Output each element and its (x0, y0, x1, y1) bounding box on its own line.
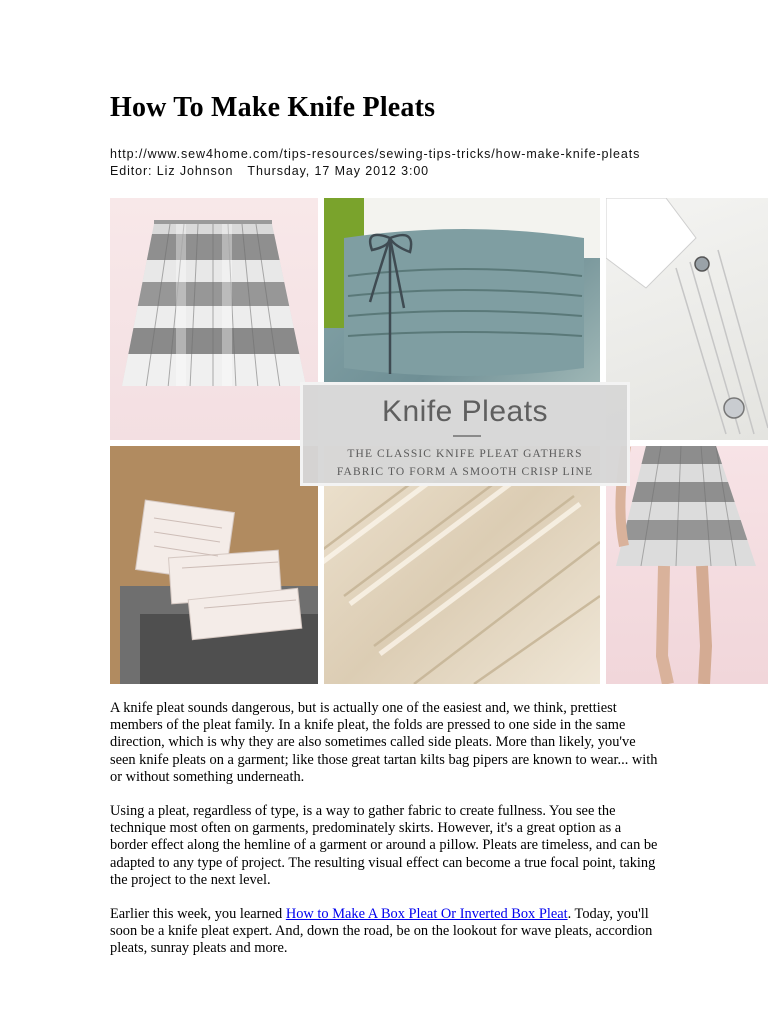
hero-subtitle (303, 445, 627, 481)
fabric-swatches-image (110, 446, 318, 684)
paragraph-usage: Using a pleat, regardless of type, is a way to gather fabric to create fullness. You see the technique most often on garments, predominately skirts. However, it's a great option as a border effect along the hemline of a garment or around a pillow. Pleats are timeless, and can be adapted to any type of project. The resulting visual effect can become a true focal point, taking the project to the next level. (110, 803, 658, 888)
page-title: How To Make Knife Pleats (110, 92, 436, 123)
source-url: http://www.sew4home.com/tips-resources/sewing-tips-tricks/how-make-knife-pleats (110, 147, 641, 161)
paragraph-related-lead: Earlier this week, you learned (110, 906, 286, 923)
byline-row (110, 163, 640, 180)
hero-subtitle-line-2: FABRIC TO FORM A SMOOTH CRISP LINE (336, 466, 594, 478)
tuxedo-shirt-image (606, 198, 768, 440)
skirt-model-image (606, 446, 768, 684)
paragraph-related (110, 906, 658, 958)
hero-subtitle-line-1: THE CLASSIC KNIFE PLEAT GATHERS (347, 448, 583, 460)
plaid-skirt-image (110, 198, 318, 440)
hero-divider (453, 435, 481, 437)
article-meta (110, 146, 640, 180)
paragraph-related-tail: . Today, you'll soon be a knife pleat expert. And, down the road, be on the lookout for wave pleats, accordion pleats, sunray pleats and more. (110, 906, 653, 957)
hero-image-collage (110, 198, 768, 684)
publish-date: Thursday, 17 May 2012 3:00 (247, 164, 430, 178)
editor-name: Editor: Liz Johnson (110, 164, 234, 178)
pleated-pillow-image (324, 198, 600, 384)
article-body (110, 700, 658, 975)
hero-title-card (300, 382, 630, 486)
paragraph-intro: A knife pleat sounds dangerous, but is actually one of the easiest and, we think, prettiest members of the pleat family. In a knife pleat, the folds are pressed to one side in the same direction, which is why they are also sometimes called side pleats. More than likely, you've seen knife pleats on a garment; like those great tartan kilts bag pipers are known to wear... with or without something underneath. (110, 700, 658, 785)
box-pleat-link[interactable]: How to Make A Box Pleat Or Inverted Box Pleat (285, 906, 568, 923)
hero-title: Knife Pleats (381, 395, 549, 428)
